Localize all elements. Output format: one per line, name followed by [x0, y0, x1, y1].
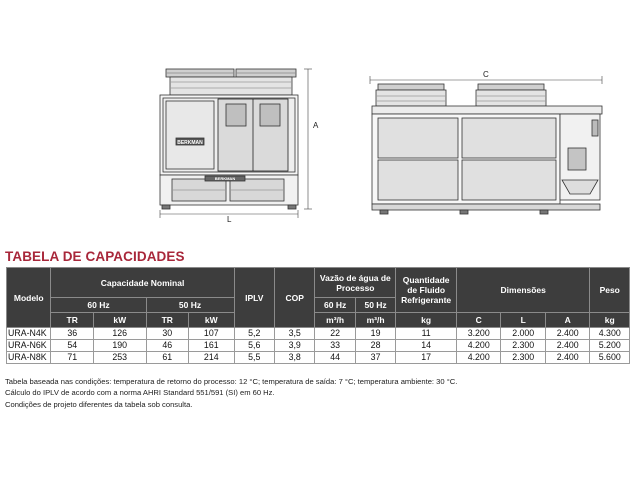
table-row — [7, 340, 630, 352]
table-row — [7, 352, 630, 364]
cell: 61 — [146, 352, 188, 364]
header-dim-c: C — [456, 313, 500, 328]
header-cop: COP — [274, 268, 314, 328]
header-quantidade: Quantidade de Fluido Refrigerante — [396, 268, 457, 313]
header-row-3 — [7, 313, 630, 328]
header-tr-50: TR — [146, 313, 188, 328]
dimension-a-label: A — [313, 121, 319, 130]
cell: 4.200 — [456, 352, 500, 364]
header-modelo: Modelo — [7, 268, 51, 328]
header-vazao-60hz: 60 Hz — [315, 298, 355, 313]
cell: 5,5 — [234, 352, 274, 364]
header-kw-50: kW — [189, 313, 235, 328]
header-peso: Peso — [590, 268, 630, 313]
cell: 5,2 — [234, 328, 274, 340]
cell: 19 — [355, 328, 395, 340]
cell: 253 — [93, 352, 146, 364]
note-iplv: Cálculo do IPLV de acordo com a norma AHRI Standard 551/591 (SI) em 60 Hz. — [5, 388, 275, 398]
header-m3h-50: m³/h — [355, 313, 395, 328]
cell: 2.400 — [545, 328, 590, 340]
header-kg: kg — [396, 313, 457, 328]
cell: 28 — [355, 340, 395, 352]
cell: 30 — [146, 328, 188, 340]
cell: 5.200 — [590, 340, 630, 352]
table-row — [7, 328, 630, 340]
note-conditions: Tabela baseada nas condições: temperatura de retorno do processo: 12 °C; temperatura de saída: 7 °C; temperatura ambiente: 30 °C. — [5, 377, 458, 386]
header-60hz: 60 Hz — [51, 298, 146, 313]
header-dimensoes: Dimensões — [456, 268, 589, 313]
cell: 5.600 — [590, 352, 630, 364]
header-tr-60: TR — [51, 313, 93, 328]
cell: 3,5 — [274, 328, 314, 340]
cell: 3.200 — [456, 328, 500, 340]
header-row-1 — [7, 268, 630, 298]
cell: 190 — [93, 340, 146, 352]
cell: 107 — [189, 328, 235, 340]
cell-model: URA-N8K — [7, 352, 51, 364]
table-notes — [5, 376, 457, 410]
cell: 14 — [396, 340, 457, 352]
header-vazao-50hz: 50 Hz — [355, 298, 395, 313]
cell: 161 — [189, 340, 235, 352]
cell: 3,8 — [274, 352, 314, 364]
cell: 214 — [189, 352, 235, 364]
header-m3h-60: m³/h — [315, 313, 355, 328]
capacity-table — [6, 267, 630, 364]
note-project: Condições de projeto diferentes da tabela sob consulta. — [5, 399, 193, 409]
header-capacidade: Capacidade Nominal — [51, 268, 234, 298]
header-50hz: 50 Hz — [146, 298, 234, 313]
cell: 4.300 — [590, 328, 630, 340]
cell-model: URA-N4K — [7, 328, 51, 340]
cell: 33 — [315, 340, 355, 352]
cell: 2.400 — [545, 340, 590, 352]
cell: 5,6 — [234, 340, 274, 352]
cell: 37 — [355, 352, 395, 364]
cell: 2.400 — [545, 352, 590, 364]
cell: 44 — [315, 352, 355, 364]
cell: 17 — [396, 352, 457, 364]
header-kw-60: kW — [93, 313, 146, 328]
header-vazao: Vazão de água de Processo — [315, 268, 396, 298]
front-brand-bottom: BERKMAN — [214, 176, 236, 181]
cell: 126 — [93, 328, 146, 340]
header-dim-a: A — [545, 313, 590, 328]
dimension-l-label: L — [227, 215, 232, 224]
cell: 36 — [51, 328, 93, 340]
cell: 11 — [396, 328, 457, 340]
front-brand-top: BERKMAN — [177, 140, 203, 146]
table-title: TABELA DE CAPACIDADES — [5, 249, 185, 264]
cell: 22 — [315, 328, 355, 340]
cell: 4.200 — [456, 340, 500, 352]
cell: 2.300 — [501, 340, 545, 352]
cell: 46 — [146, 340, 188, 352]
header-iplv: IPLV — [234, 268, 274, 328]
cell: 54 — [51, 340, 93, 352]
cell: 71 — [51, 352, 93, 364]
side-view-drawing — [370, 76, 602, 214]
header-dim-l: L — [501, 313, 545, 328]
cell: 2.300 — [501, 352, 545, 364]
cell: 3,9 — [274, 340, 314, 352]
cell: 2.000 — [501, 328, 545, 340]
header-peso-kg: kg — [590, 313, 630, 328]
dimension-c-label: C — [483, 70, 489, 79]
cell-model: URA-N6K — [7, 340, 51, 352]
